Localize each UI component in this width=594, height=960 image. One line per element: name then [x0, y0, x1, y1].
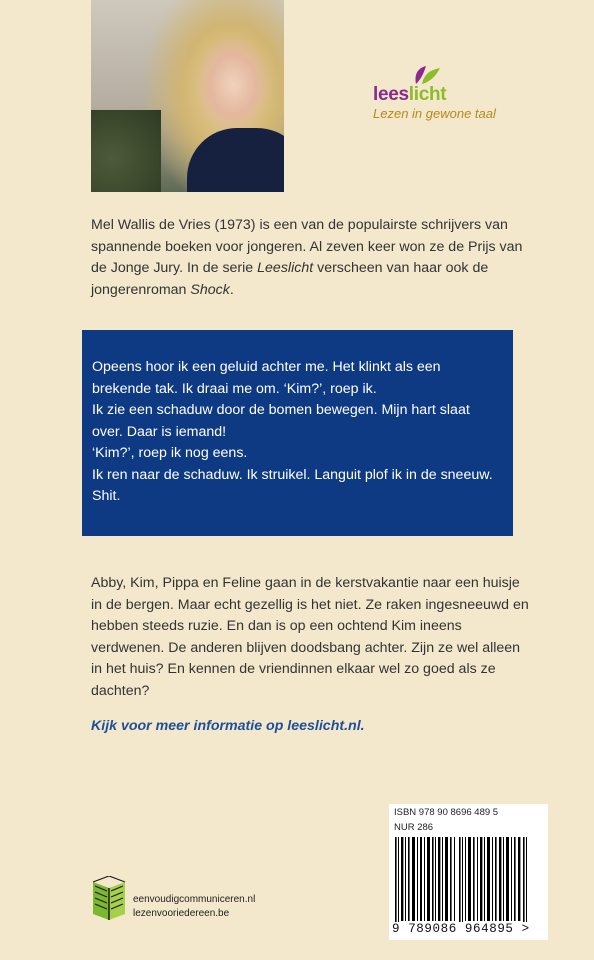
photo-background-shrubs: [91, 110, 161, 192]
isbn-number: ISBN 978 90 8696 489 5: [394, 807, 499, 818]
barcode-digits: 9 789086 964895 >: [392, 922, 530, 936]
blurb-text: Abby, Kim, Pippa en Feline gaan in de kerstvakantie naar een huisje in de bergen. Maar echt gezellig is het niet. Ze raken ingesneeuwd en hebben steeds ruzie. En dan is op een ochtend Kim ineens verdwenen. De anderen blijven doodsbang achter. Zijn ze wel alleen in het huis? En kennen de vriendinnen elkaar wel zo goed als ze dachten?: [91, 575, 529, 699]
logo-word-lees: lees: [373, 84, 409, 105]
author-photo: [91, 0, 284, 192]
excerpt-paragraph: Opeens hoor ik een geluid achter me. Het klinkt als een brekende tak. Ik draai me om. ‘Kim?’, roep ik.: [92, 359, 441, 397]
logo-tagline: Lezen in gewone taal: [373, 106, 496, 121]
bio-text-end: .: [229, 281, 234, 298]
logo-word-licht: licht: [408, 84, 447, 105]
bio-series-name: Leeslicht: [257, 260, 314, 276]
author-bio: [91, 215, 531, 301]
excerpt-paragraph: ‘Kim?’, roep ik nog eens.: [92, 445, 248, 461]
excerpt-box: [82, 330, 513, 536]
photo-sweater: [187, 128, 284, 192]
excerpt-paragraph: Ik ren naar de schaduw. Ik struikel. Languit plof ik in de sneeuw. Shit.: [92, 466, 493, 504]
leaf-icon: [408, 64, 448, 86]
nur-code: NUR 286: [394, 822, 434, 833]
barcode-box: [389, 804, 548, 940]
logo-wordmark: [373, 84, 446, 106]
bio-text-middle: verscheen van haar ook de jongerenroman: [91, 260, 489, 298]
barcode-bars: [393, 837, 533, 929]
open-book-icon: [91, 876, 127, 922]
bio-text-start: Mel Wallis de Vries (1973) is een van de populairste schrijvers van spannende boeken voor jongeren. Al zeven keer won ze de Prijs van de Jonge Jury. In de serie: [91, 217, 523, 276]
bio-novel-title: Shock: [190, 281, 230, 298]
publisher-link-lezen[interactable]: lezenvooriedereen.be: [133, 908, 230, 919]
publisher-links: [133, 893, 255, 921]
publisher-link-eenvoudig[interactable]: eenvoudigcommuniceren.nl: [133, 894, 256, 905]
more-info-link[interactable]: Kijk voor meer informatie op leeslicht.nl.: [91, 718, 365, 734]
book-blurb: [91, 573, 531, 702]
leeslicht-logo: [373, 64, 523, 124]
excerpt-paragraph: Ik zie een schaduw door de bomen bewegen. Mijn hart slaat over. Daar is iemand!: [92, 402, 470, 440]
excerpt-text: [92, 357, 502, 508]
